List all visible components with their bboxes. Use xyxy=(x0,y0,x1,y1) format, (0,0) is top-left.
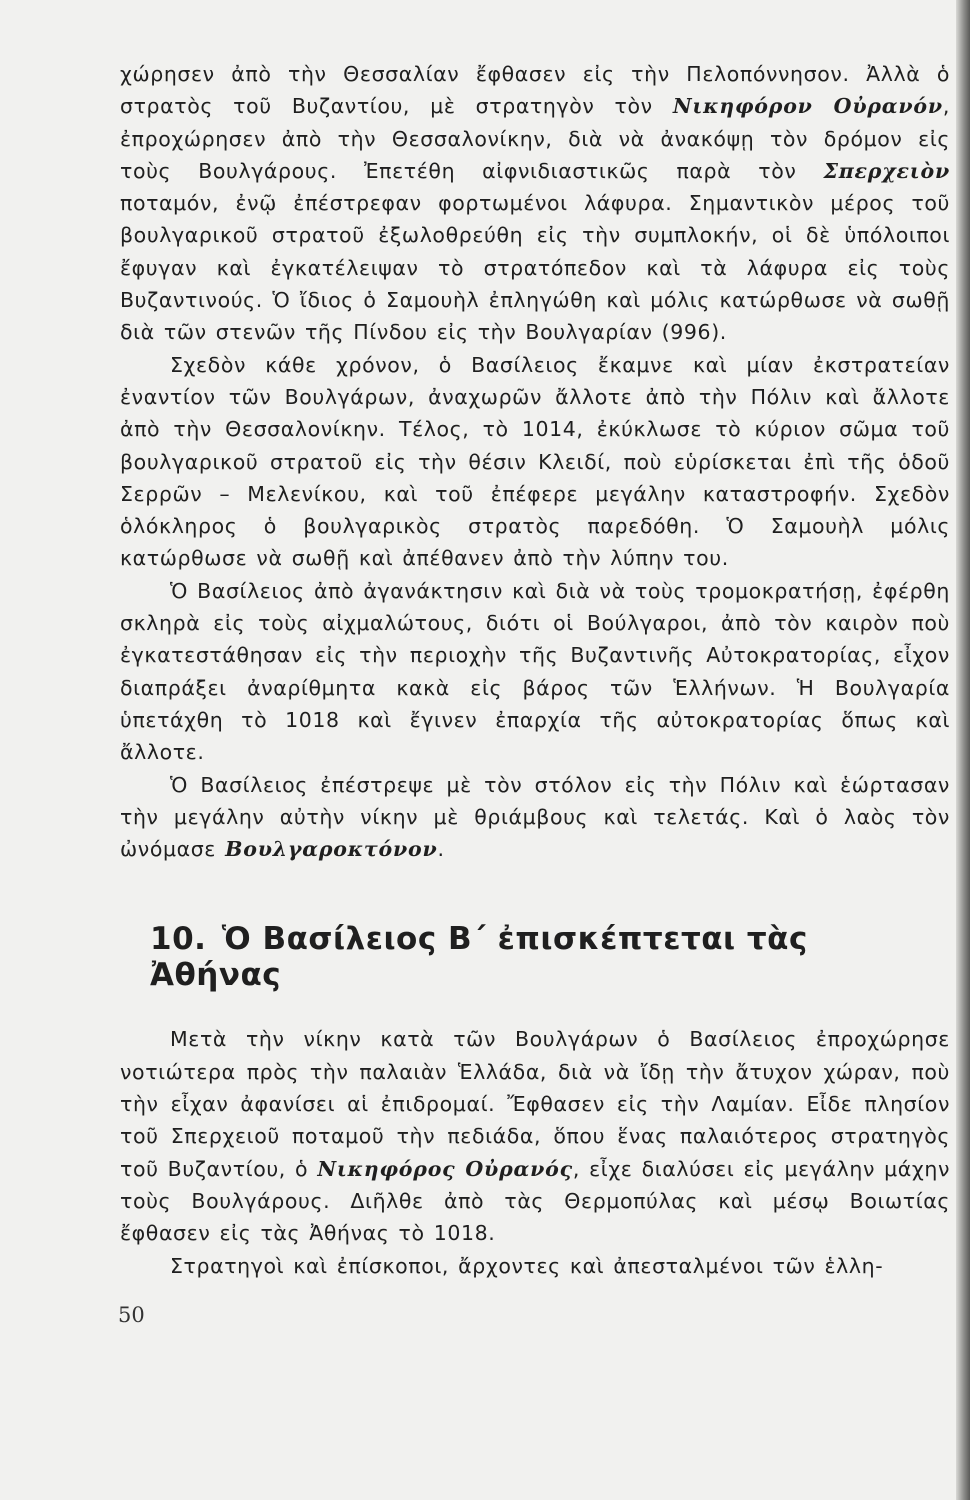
text-run: . xyxy=(437,837,445,862)
text-run: , εἶχε διαλύσει εἰς μεγάλην μάχην τοὺς Βουλγάρους. Διῆλθε ἀπὸ τὰς Θερμοπύλας καὶ μέσῳ Βοιωτίας ἔφθασεν εἰς τὰς Ἀθήνας τὸ 1018. xyxy=(120,1156,950,1246)
paragraph-2 xyxy=(120,349,950,575)
text-run: ποταμόν, ἐνῷ ἐπέστρεφαν φορτωμένοι λάφυρα. Σημαντικὸν μέρος τοῦ βουλγαρικοῦ στρατοῦ ἐξωλοθρεύθη εἰς τὴν συμπλοκήν, οἱ δὲ ὑπόλοιποι ἔφυγαν καὶ ἐγκατέλειψαν τὸ στρατόπεδον καὶ τὰ λάφυρα εἰς τοὺς Βυζαντινούς. Ὁ ἴδιος ὁ Σαμουὴλ ἐπληγώθη καὶ μόλις κατώρθωσε νὰ σωθῇ διὰ τῶν στενῶν τῆς Πίνδου εἰς τὴν Βουλγαρίαν (996). xyxy=(120,191,950,345)
text-run: Σχεδὸν κάθε χρόνον, ὁ Βασίλειος ἔκαμνε καὶ μίαν ἐκστρατείαν ἐναντίον τῶν Βουλγάρων, ἀναχωρῶν ἄλλοτε ἀπὸ τὴν Πόλιν καὶ ἄλλοτε ἀπὸ τὴν Θεσσαλονίκην. Τέλος, τὸ 1014, ἐκύκλωσε τὸ κύριον σῶμα τοῦ βουλγαρικοῦ στρατοῦ εἰς τὴν θέσιν Κλειδί, ποὺ εὑρίσκεται ἐπὶ τῆς ὁδοῦ Σερρῶν – Μελενίκου, καὶ τοῦ ἐπέφερε μεγάλην καταστροφήν. Σχεδὸν ὁλόκληρος ὁ βουλγαρικὸς στρατὸς παρεδόθη. Ὁ Σαμουὴλ μόλις κατώρθωσε νὰ σωθῇ καὶ ἀπέθανεν ἀπὸ τὴν λύπην του. xyxy=(120,352,950,571)
section-heading xyxy=(150,921,950,993)
paragraph-3 xyxy=(120,575,950,769)
name-spercheios: Σπερχειὸν xyxy=(823,158,950,183)
name-nikephoros-ouranos: Νικηφόρος Οὐρανός xyxy=(317,1156,573,1181)
text-run: Μετὰ τὴν νίκην κατὰ τῶν Βουλγάρων ὁ Βασίλειος ἐπροχώρησε νοτιώτερα πρὸς τὴν παλαιὰν Ἑλλάδα, διὰ νὰ ἴδῃ τὴν ἄτυχον χώραν, ποὺ τὴν εἶχαν ἀφανίσει αἱ ἐπιδρομαί. Ἔφθασεν εἰς τὴν Λαμίαν. Εἶδε πλησίον τοῦ Σπερχειοῦ ποταμοῦ τὴν πεδιάδα, ὅπου ἕνας παλαιότερος στρατηγὸς τοῦ Βυζαντίου, ὁ xyxy=(120,1027,950,1181)
paragraph-5 xyxy=(120,1023,950,1249)
text-run: Στρατηγοὶ καὶ ἐπίσκοποι, ἄρχοντες καὶ ἀπεσταλμένοι τῶν ἑλλη- xyxy=(170,1253,884,1278)
section-title: Ὁ Βασίλειος Β΄ ἐπισκέπτεται τὰς Ἀθήνας xyxy=(150,921,808,994)
paragraph-4 xyxy=(120,769,950,866)
scan-page-edge xyxy=(956,0,970,1500)
text-run: χώρησεν ἀπὸ τὴν Θεσσαλίαν ἔφθασεν εἰς τὴν Πελοπόννησον. Ἀλλὰ ὁ στρατὸς τοῦ Βυζαντίου, μὲ στρατηγὸν τὸν xyxy=(120,62,950,119)
paragraph-1 xyxy=(120,58,950,349)
page-number: 50 xyxy=(118,1303,145,1327)
text-run: , ἐπροχώρησεν ἀπὸ τὴν Θεσσαλονίκην, διὰ νὰ ἀνακόψῃ τὸν δρόμον εἰς τοὺς Βουλγάρους. Ἐπετέθη αἰφνιδιαστικῶς παρὰ τὸν xyxy=(120,94,951,183)
text-run: Ὁ Βασίλειος ἐπέστρεψε μὲ τὸν στόλον εἰς τὴν Πόλιν καὶ ἑώρτασαν τὴν μεγάλην αὐτὴν νίκην μὲ θριάμβους καὶ τελετάς. Καὶ ὁ λαὸς τὸν ὠνόμασε xyxy=(120,772,950,862)
paragraph-6 xyxy=(120,1250,950,1282)
section-number: 10. xyxy=(150,921,207,958)
text-run: Ὁ Βασίλειος ἀπὸ ἀγανάκτησιν καὶ διὰ νὰ τοὺς τρομοκρατήσῃ, ἐφέρθη σκληρὰ εἰς τοὺς αἰχμαλώτους, διότι οἱ Βούλγαροι, ἀπὸ τὸν καιρὸν ποὺ ἐγκατεστάθησαν εἰς τὴν περιοχὴν τῆς Βυζαντινῆς Αὐτοκρατορίας, εἶχον διαπράξει ἀναρίθμητα κακὰ εἰς βάρος τῶν Ἑλλήνων. Ἡ Βουλγαρία ὑπετάχθη τὸ 1018 καὶ ἔγινεν ἐπαρχία τῆς αὐτοκρατορίας ὅπως καὶ ἄλλοτε. xyxy=(120,578,950,765)
book-page xyxy=(120,58,950,1282)
name-nikephoros-ouranos: Νικηφόρον Οὐρανόν xyxy=(672,94,943,119)
name-voulgaroktonos: Βουλγαροκτόνον xyxy=(225,837,438,862)
